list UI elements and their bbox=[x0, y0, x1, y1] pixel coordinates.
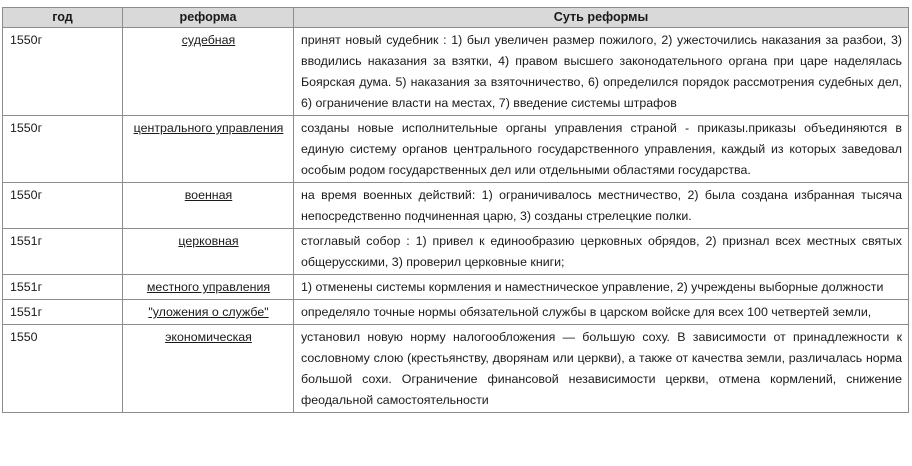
year-cell: 1551г bbox=[3, 229, 123, 275]
table-row bbox=[3, 325, 909, 413]
essence-cell: на время военных действий: 1) ограничивалось местничество, 2) была создана избранная тысяча непосредственно подчиненная царю, 3) созданы стрелецкие полки. bbox=[294, 183, 909, 229]
reform-cell bbox=[123, 116, 294, 183]
reform-name: местного управления bbox=[146, 280, 271, 294]
table-row bbox=[3, 116, 909, 183]
year-cell: 1550 bbox=[3, 325, 123, 413]
reform-name: экономическая bbox=[165, 330, 252, 344]
reform-cell bbox=[123, 28, 294, 116]
year-cell: 1551г bbox=[3, 275, 123, 300]
reform-cell bbox=[123, 275, 294, 300]
essence-cell: стоглавый собор : 1) привел к единообразию церковных обрядов, 2) признал всех местных святых общерусскими, 3) проверил церковные книги; bbox=[294, 229, 909, 275]
essence-cell: установил новую норму налогообложения — большую соху. В зависимости от принадлежности к сословному слою (крестьянству, дворянам или церкви), а также от качества земли, различалась норма большой сохи. Ограничение финансовой независимости церкви, отмена кормлений, снижение феодальной самостоятельности bbox=[294, 325, 909, 413]
header-year: год bbox=[3, 8, 123, 28]
year-cell: 1550г bbox=[3, 116, 123, 183]
reform-cell bbox=[123, 229, 294, 275]
reform-name: центрального управления bbox=[133, 121, 284, 135]
reform-name: судебная bbox=[181, 33, 236, 47]
table-body bbox=[3, 28, 909, 413]
year-cell: 1550г bbox=[3, 183, 123, 229]
reform-cell bbox=[123, 325, 294, 413]
table-row bbox=[3, 28, 909, 116]
table-row bbox=[3, 300, 909, 325]
reform-name: военная bbox=[184, 188, 233, 202]
essence-cell: принят новый судебник : 1) был увеличен размер пожилого, 2) ужесточились наказания за разбои, 3) вводились наказания за взятки, 4) правом высшего законодательного органа при царе наделялась Боярская дума. 5) наказания за взяточничество, 6) определился порядок рассмотрения судебных дел, 6) ограничение власти на местах, 7) введение системы штрафов bbox=[294, 28, 909, 116]
table-row bbox=[3, 275, 909, 300]
year-cell: 1551г bbox=[3, 300, 123, 325]
table-header bbox=[3, 8, 909, 28]
essence-cell: определяло точные нормы обязательной службы в царском войске для всех 100 четвертей земли, bbox=[294, 300, 909, 325]
reform-cell bbox=[123, 183, 294, 229]
essence-cell: созданы новые исполнительные органы управления страной - приказы.приказы объединяются в единую систему органов центрального государственного управления, каждый из которых заведовал особым родом государственных дел или отдельными областями государства. bbox=[294, 116, 909, 183]
year-cell: 1550г bbox=[3, 28, 123, 116]
table-row bbox=[3, 229, 909, 275]
reform-cell bbox=[123, 300, 294, 325]
header-row bbox=[3, 8, 909, 28]
header-essence: Суть реформы bbox=[294, 8, 909, 28]
reforms-table bbox=[2, 7, 909, 413]
table-row bbox=[3, 183, 909, 229]
essence-cell: 1) отменены системы кормления и наместническое управление, 2) учреждены выборные должности bbox=[294, 275, 909, 300]
header-reform: реформа bbox=[123, 8, 294, 28]
reform-name: церковная bbox=[178, 234, 239, 248]
reform-name: "уложения о службе" bbox=[148, 305, 269, 319]
